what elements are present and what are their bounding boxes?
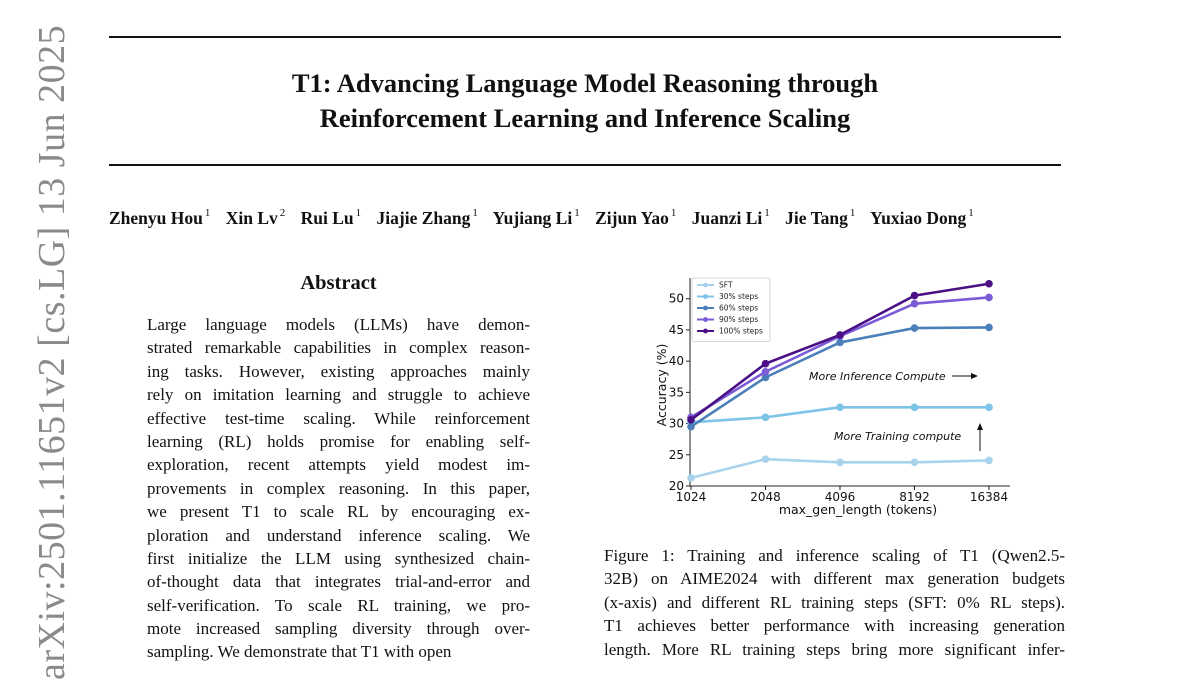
author-name: Rui Lu bbox=[300, 208, 354, 228]
legend-marker bbox=[703, 317, 708, 322]
abstract-line: Large language models (LLMs) have demon- bbox=[147, 315, 530, 334]
y-axis-label: Accuracy (%) bbox=[654, 343, 669, 427]
data-point bbox=[985, 324, 993, 332]
data-point bbox=[985, 404, 993, 412]
y-tick-label: 20 bbox=[668, 479, 684, 493]
annotation-training: More Training compute bbox=[834, 430, 962, 443]
author bbox=[870, 208, 974, 228]
x-axis-label: max_gen_length (tokens) bbox=[778, 502, 938, 517]
abstract-line: self-verification. To scale RL training, we pro- bbox=[147, 595, 530, 615]
legend-marker bbox=[703, 306, 708, 311]
data-point bbox=[836, 404, 844, 412]
abstract-line: learning (RL) holds promise for enabling self- bbox=[147, 431, 530, 451]
data-point bbox=[985, 294, 993, 302]
author-list bbox=[109, 208, 1069, 229]
author-name: Zijun Yao bbox=[595, 208, 669, 228]
abstract-line: effective test-time scaling. While reinforcement bbox=[147, 408, 530, 428]
abstract-line: rely on imitation learning and struggle to achieve bbox=[147, 385, 530, 405]
abstract-text bbox=[147, 313, 530, 664]
author-affiliation: 1 bbox=[355, 207, 362, 220]
legend-marker bbox=[703, 329, 708, 334]
title-line-2: Reinforcement Learning and Inference Scaling bbox=[319, 103, 851, 133]
legend-label: 60% steps bbox=[719, 303, 759, 313]
annotation-arrowhead-up bbox=[977, 423, 983, 430]
author bbox=[226, 208, 286, 228]
abstract-line: we present T1 to scale RL by encouraging ex- bbox=[147, 502, 530, 522]
data-point bbox=[762, 455, 770, 463]
y-tick-label: 40 bbox=[668, 354, 684, 369]
line-chart bbox=[640, 270, 1030, 520]
author-affiliation: 1 bbox=[849, 207, 856, 220]
data-point bbox=[836, 458, 844, 466]
data-point bbox=[762, 368, 770, 376]
caption-line: T1 achieves better performance with increasing generation bbox=[604, 616, 1065, 636]
data-point bbox=[687, 423, 695, 431]
caption-line: length. More RL training steps bring more significant infer- bbox=[604, 639, 1065, 659]
paper-title bbox=[109, 66, 1061, 136]
data-point bbox=[911, 458, 919, 466]
author-affiliation: 1 bbox=[764, 207, 770, 220]
author-affiliation: 1 bbox=[670, 207, 677, 220]
data-point bbox=[985, 457, 993, 465]
author bbox=[109, 208, 210, 228]
legend-label: SFT bbox=[719, 280, 733, 290]
y-tick-label: 45 bbox=[668, 322, 684, 337]
title-bottom-rule bbox=[109, 164, 1061, 166]
arxiv-identifier-stamp: arXiv:2501.11651v2 [cs.LG] 13 Jun 2025 bbox=[31, 24, 73, 680]
abstract-line: exploration, recent attempts yield modest im- bbox=[147, 455, 530, 475]
author-affiliation: 1 bbox=[574, 207, 580, 220]
data-point bbox=[985, 280, 993, 288]
figure-1-caption bbox=[604, 544, 1065, 661]
abstract-line: mote increased sampling diversity through over- bbox=[147, 619, 530, 639]
abstract-line: first initialize the LLM using synthesized chain- bbox=[147, 548, 530, 568]
y-tick-label: 50 bbox=[668, 291, 684, 306]
author-name: Xin Lv bbox=[225, 208, 278, 228]
y-tick-label: 30 bbox=[668, 416, 684, 431]
data-point bbox=[687, 474, 695, 482]
legend-marker bbox=[703, 283, 708, 288]
data-point bbox=[762, 360, 770, 368]
author bbox=[785, 208, 855, 228]
x-tick-label: 16384 bbox=[969, 490, 1009, 504]
x-tick-label: 2048 bbox=[750, 490, 781, 504]
author-name: Juanzi Li bbox=[691, 208, 763, 228]
annotation-inference: More Inference Compute bbox=[809, 370, 946, 383]
abstract-line: strated remarkable capabilities in complex reason- bbox=[147, 338, 530, 358]
author-name: Zhenyu Hou bbox=[109, 208, 203, 228]
x-tick-label: 4096 bbox=[824, 490, 856, 504]
legend-label: 30% steps bbox=[719, 292, 759, 301]
author bbox=[692, 208, 770, 228]
legend-label: 100% steps bbox=[719, 326, 763, 336]
author bbox=[377, 208, 478, 228]
data-point bbox=[911, 300, 919, 308]
data-point bbox=[911, 324, 919, 332]
author-affiliation: 1 bbox=[968, 207, 974, 220]
author-affiliation: 1 bbox=[204, 207, 211, 220]
author-name: Jie Tang bbox=[785, 208, 848, 228]
abstract-line: provements in complex reasoning. In this paper, bbox=[147, 478, 530, 498]
author-name: Jiajie Zhang bbox=[376, 208, 471, 228]
abstract-line: sampling. We demonstrate that T1 with open bbox=[147, 642, 452, 662]
x-tick-label: 8192 bbox=[899, 490, 930, 504]
legend-marker bbox=[703, 294, 708, 299]
legend-label: 90% steps bbox=[719, 315, 759, 324]
figure-1-chart bbox=[640, 270, 1030, 520]
author bbox=[595, 208, 676, 228]
caption-line: (x-axis) and different RL training steps (SFT: 0% RL steps). bbox=[604, 592, 1065, 612]
title-top-rule bbox=[109, 36, 1061, 38]
author-name: Yujiang Li bbox=[492, 208, 573, 228]
data-point bbox=[911, 404, 919, 412]
data-point bbox=[836, 331, 844, 339]
y-tick-label: 35 bbox=[668, 385, 684, 400]
annotation-arrowhead-right bbox=[971, 373, 978, 379]
data-point bbox=[687, 416, 695, 424]
author bbox=[301, 208, 362, 228]
abstract-line: ing tasks. However, existing approaches mainly bbox=[147, 361, 530, 381]
abstract-line: ploration and understand inference scaling. We bbox=[147, 525, 530, 545]
author-name: Yuxiao Dong bbox=[870, 208, 967, 228]
y-tick-label: 25 bbox=[668, 447, 684, 462]
abstract-line: of-thought data that integrates trial-and-error and bbox=[147, 572, 530, 592]
author-affiliation: 2 bbox=[279, 207, 286, 220]
author bbox=[493, 208, 580, 228]
abstract-heading: Abstract bbox=[300, 272, 377, 294]
title-line-1: T1: Advancing Language Model Reasoning through bbox=[291, 68, 879, 98]
data-point bbox=[911, 292, 919, 300]
data-point bbox=[762, 414, 770, 422]
author-affiliation: 1 bbox=[472, 207, 478, 220]
x-tick-label: 1024 bbox=[675, 490, 707, 504]
caption-line: Figure 1: Training and inference scaling of T1 (Qwen2.5- bbox=[604, 546, 1065, 565]
caption-line: 32B) on AIME2024 with different max generation budgets bbox=[604, 569, 1065, 589]
